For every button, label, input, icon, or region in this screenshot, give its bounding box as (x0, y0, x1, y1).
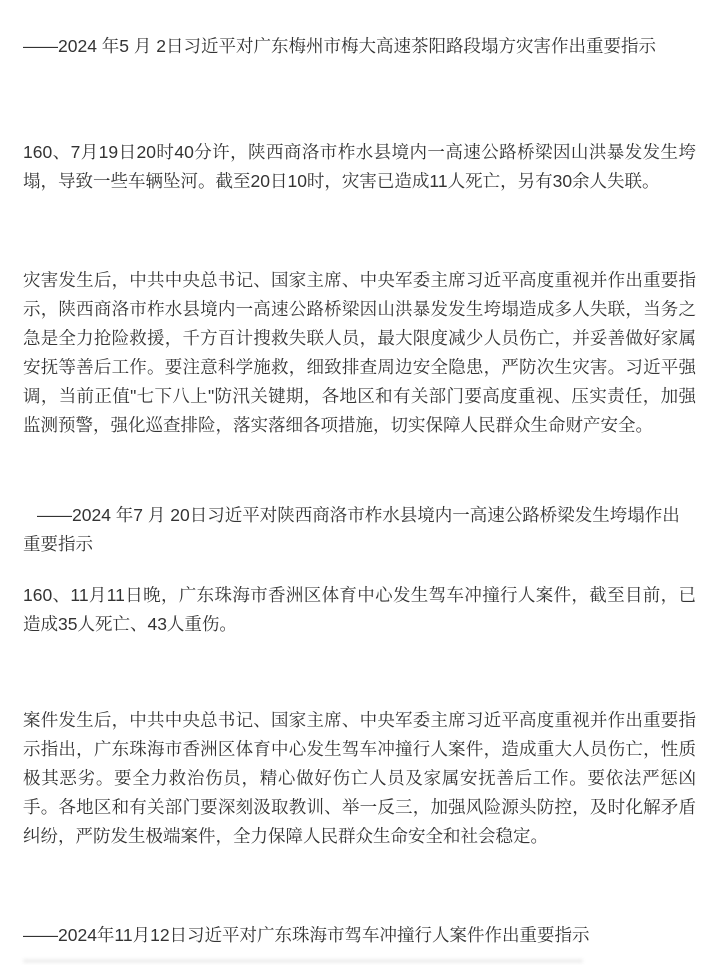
heading-meizhou-directive: ——2024 年5 月 2日习近平对广东梅州市梅大高速茶阳路段塌方灾害作出重要指示 (23, 36, 656, 56)
document-content (23, 32, 696, 950)
para-shangluo-disaster-response: 灾害发生后，中共中央总书记、国家主席、中央军委主席习近平高度重视并作出重要指示，陕西商洛市柞水县境内一高速公路桥梁因山洪暴发发生垮塌造成多人失联，当务之急是全力抢险救援，千方百计搜救失联人员，最大限度减少人员伤亡，并妥善做好家属安抚等善后工作。要注意科学施救，细致排查周边安全隐患，严防次生灾害。习近平强调，当前正值"七下八上"防汛关键期，各地区和有关部门要高度重视、压实责任，加强监测预警，强化巡查排险，落实落细各项措施，切实保障人民群众生命财产安全。 (23, 270, 696, 435)
next-line-cutoff-fragment (23, 959, 583, 963)
item-160-zhuhai-vehicle-attack: 160、11月11日晚，广东珠海市香洲区体育中心发生驾车冲撞行人案件，截至目前，已造成35人死亡、43人重伤。 (23, 585, 696, 634)
heading-shangluo-directive: ——2024 年7 月 20日习近平对陕西商洛市柞水县境内一高速公路桥梁发生垮塌作出重要指示 (23, 505, 680, 554)
item-160-shangluo-bridge-collapse: 160、7月19日20时40分许，陕西商洛市柞水县境内一高速公路桥梁因山洪暴发发生垮塌，导致一些车辆坠河。截至20日10时，灾害已造成11人死亡，另有30余人失联。 (23, 142, 696, 191)
para-zhuhai-incident-response: 案件发生后，中共中央总书记、国家主席、中央军委主席习近平高度重视并作出重要指示指出，广东珠海市香洲区体育中心发生驾车冲撞行人案件，造成重大人员伤亡，性质极其恶劣。要全力救治伤员，精心做好伤亡人员及家属安抚善后工作。要依法严惩凶手。各地区和有关部门要深刻汲取教训、举一反三，加强风险源头防控，及时化解矛盾纠纷，严防发生极端案件，全力保障人民群众生命安全和社会稳定。 (23, 710, 696, 846)
heading-zhuhai-directive: ——2024年11月12日习近平对广东珠海市驾车冲撞行人案件作出重要指示 (23, 925, 590, 945)
